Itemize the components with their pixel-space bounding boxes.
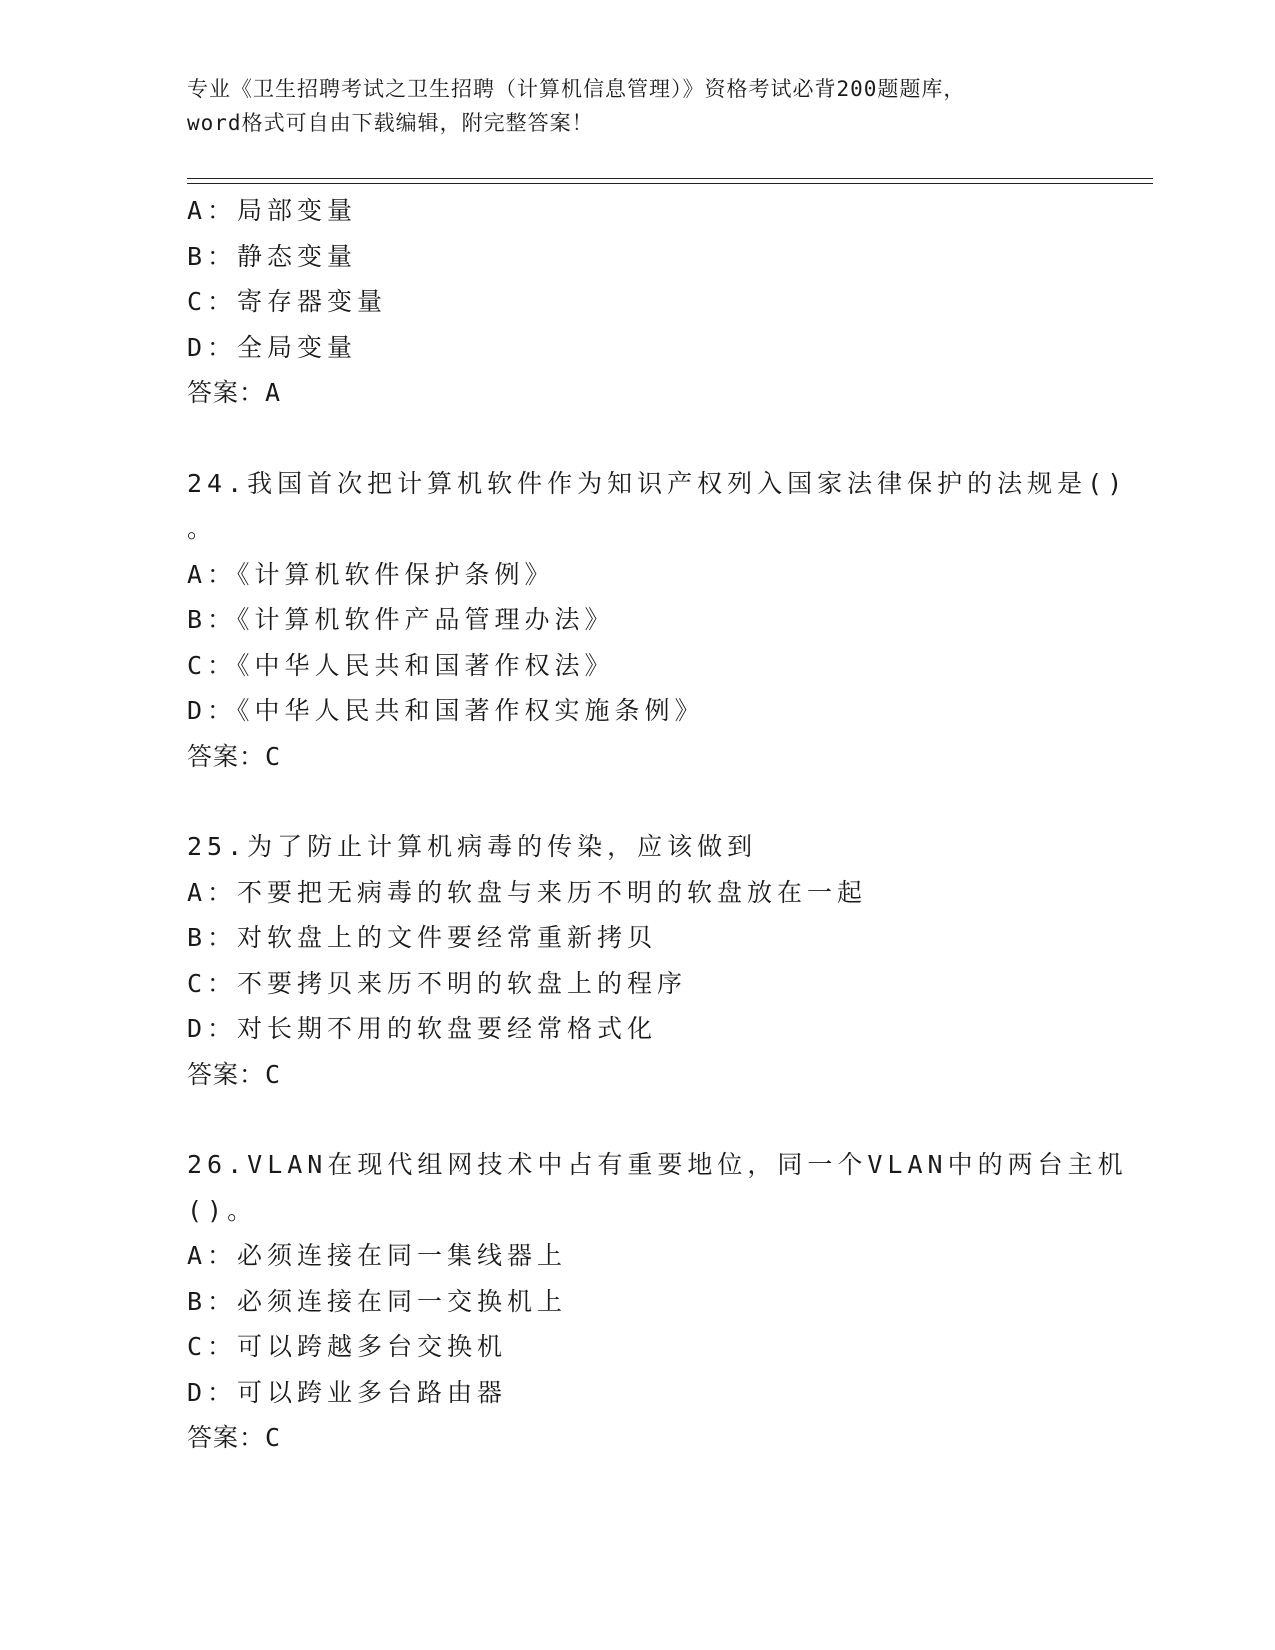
option-c: C：寄存器变量 bbox=[187, 287, 388, 316]
question-stem: 24.我国首次把计算机软件作为知识产权列入国家法律保护的法规是() bbox=[187, 468, 1128, 498]
option-b: B：《计算机软件产品管理办法》 bbox=[187, 605, 615, 634]
header-line-2: word格式可自由下载编辑，附完整答案！ bbox=[187, 111, 594, 135]
option-a: A：局部变量 bbox=[187, 196, 358, 225]
option-a: A：不要把无病毒的软盘与来历不明的软盘放在一起 bbox=[187, 877, 868, 907]
option-d: D：《中华人民共和国著作权实施条例》 bbox=[187, 696, 705, 725]
question-block-partial bbox=[187, 188, 1087, 416]
option-a: A：必须连接在同一集线器上 bbox=[187, 1241, 568, 1270]
option-d: D：可以跨业多台路由器 bbox=[187, 1377, 508, 1407]
option-b: B：对软盘上的文件要经常重新拷贝 bbox=[187, 923, 658, 952]
header-rule-top bbox=[187, 178, 1153, 179]
header-rule-bottom bbox=[187, 183, 1153, 184]
option-d: D：对长期不用的软盘要经常格式化 bbox=[187, 1014, 658, 1043]
question-stem: 26.VLAN在现代组网技术中占有重要地位，同一个VLAN中的两台主机 bbox=[187, 1150, 1128, 1179]
question-stem-continued: ()。 bbox=[187, 1195, 258, 1225]
answer-line: 答案：C bbox=[187, 741, 282, 771]
page-header bbox=[187, 72, 1087, 140]
question-list bbox=[187, 188, 1128, 1461]
option-a: A：《计算机软件保护条例》 bbox=[187, 559, 555, 589]
question-block-24 bbox=[187, 461, 1128, 780]
question-stem: 25.为了防止计算机病毒的传染，应该做到 bbox=[187, 832, 758, 861]
answer-line: 答案：C bbox=[187, 1059, 282, 1089]
option-c: C：《中华人民共和国著作权法》 bbox=[187, 650, 615, 680]
option-b: B：静态变量 bbox=[187, 241, 358, 271]
question-block-25 bbox=[187, 824, 1087, 1097]
option-c: C：不要拷贝来历不明的软盘上的程序 bbox=[187, 968, 688, 998]
option-b: B：必须连接在同一交换机上 bbox=[187, 1286, 568, 1316]
option-d: D：全局变量 bbox=[187, 332, 358, 362]
question-stem-continued: 。 bbox=[187, 514, 218, 543]
header-line-1: 专业《卫生招聘考试之卫生招聘（计算机信息管理）》资格考试必背200题题库， bbox=[187, 77, 966, 101]
answer-line: 答案：A bbox=[187, 378, 282, 407]
option-c: C：可以跨越多台交换机 bbox=[187, 1332, 508, 1361]
answer-line: 答案：C bbox=[187, 1423, 282, 1452]
question-block-26 bbox=[187, 1142, 1128, 1461]
